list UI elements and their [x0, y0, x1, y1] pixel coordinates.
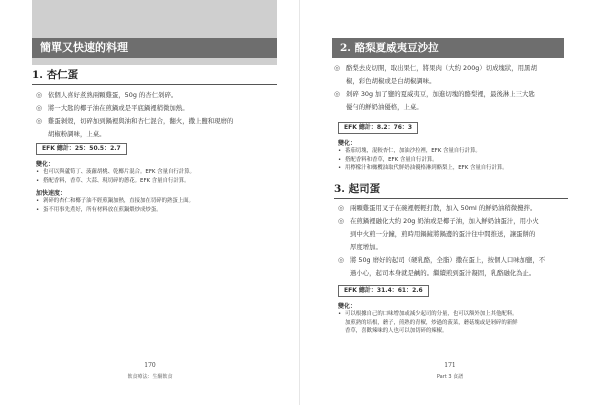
variation-heading: 變化： [36, 161, 55, 168]
variation-item: • 搭配香料，香草、大蒜、現切碎的蔥花。EFK 含量自行計算。 [36, 177, 190, 184]
speedup-item: • 蛋不用事先煮好，所有材料放在煎鍋煨炒成炒蛋。 [36, 206, 162, 213]
step-continuation: 胡椒粉調味，上桌。 [48, 130, 106, 138]
variation-list [338, 310, 574, 336]
step-continuation: 厚度增加。 [350, 243, 382, 251]
variation-item: • 可以根據自己的口味增加或減少起司的分量，也可以額外加上其他配料。 [338, 311, 518, 317]
bullet-icon: ◎ [334, 90, 341, 98]
almond-eggs-steps [36, 89, 276, 141]
step-item: ◎ 在煎鍋裡融化大約 20g 奶油或是椰子油，加入鮮奶油蛋汁，用小火 [338, 215, 574, 228]
step-item: ◎ 剁碎 30g 加了鹽的夏威夷豆，加進切塊的酪梨裡，最後淋上三大匙 [334, 88, 574, 101]
section-rule [334, 198, 568, 199]
step-item: ◎ 兩顆雞蛋用叉子在碗裡輕輕打散，加入 50ml 的鮮奶油稍微攪拌。 [338, 202, 574, 215]
bullet-icon: ◎ [36, 91, 43, 99]
step-continuation: 過小心，起司本身就是鹹的。繼續煎到蛋汁凝固，乳酪融化為止。 [350, 269, 536, 277]
running-footer: 飲食療法：生酮飲食 [127, 374, 173, 380]
avocado-salad-steps [334, 62, 574, 114]
running-footer: Part 3 食譜 [436, 374, 464, 380]
step-item: ◎ 將 50g 磨好的起司（硬乳酪，全脂）撒在蛋上，按個人口味加鹽，不 [338, 254, 574, 267]
variation-heading: 變化： [338, 140, 357, 147]
variation-list [338, 147, 574, 173]
step-item: ◎ 將一大匙的椰子油在煎鍋或是平底鍋裡稍微加熱。 [36, 102, 276, 115]
efk-total: EFK 總計：31.4：61：2.6 [338, 285, 429, 297]
step-continuation: 到中火煎一分鐘，煎時用鍋鏟將鍋邊的蛋汁往中間推送，讓蛋餅的 [350, 230, 536, 238]
bullet-icon: ◎ [36, 117, 43, 125]
efk-total: EFK 總計：25：50.5：2.7 [36, 143, 127, 155]
speedup-item: • 剝碎的杏仁和椰子油不經煎鍋加熱，直接加在切碎的熟蛋上面。 [36, 198, 194, 204]
section-title-cheese-eggs: 3. 起司蛋 [334, 183, 381, 195]
bullet-icon: ◎ [334, 64, 341, 72]
variation-continuation: 加煎熟的培根，蘑子，煎熟的青椒，炒過的菠菜，蘑菇塊或是剁碎的新鮮 [345, 319, 518, 326]
variation-item: • 番茄切塊，混較杏仁，加油沙拉裡，EFK 含量自行計算。 [338, 148, 481, 154]
section-title-almond-eggs: 1. 杏仁蛋 [32, 69, 79, 81]
variation-item: • 用檸檬汁和橄欖油取代鮮奶油優格淋到酪梨上，EFK 含量自行計算。 [338, 165, 508, 172]
step-item: ◎ 依個人喜好煮熟兩顆雞蛋，50g 的杏仁剁碎。 [36, 89, 276, 102]
speedup-heading: 加快速度： [36, 190, 67, 197]
bullet-icon: ◎ [36, 104, 43, 112]
section-title-avocado-salad: 2. 酪梨夏威夷豆沙拉 [332, 38, 564, 58]
page-number: 170 [144, 362, 156, 369]
bullet-icon: ◎ [338, 217, 345, 225]
variation-continuation: 香草，喜歡辣味的人也可以加切碎的辣椒。 [345, 328, 448, 335]
efk-total: EFK 總計：8.2：76：3 [338, 122, 418, 134]
step-continuation: 椒，彩色胡椒或是白胡椒調味。 [346, 77, 436, 85]
bullet-icon: ◎ [338, 256, 345, 264]
variation-item: • 搭配香料和香草，EFK 含量自行計算。 [338, 156, 438, 163]
chapter-title: 簡單又快速的料理 [32, 38, 277, 58]
variation-item: • 也可以與蘆筍丁、菠蘿胡桃、乾椰片混合。EFK 含量自行計算。 [36, 169, 195, 175]
variation-list [36, 168, 276, 185]
variation-heading: 變化： [338, 303, 357, 310]
cheese-eggs-steps [338, 202, 574, 280]
step-continuation: 優勻的鮮奶油優格，上桌。 [346, 103, 423, 111]
bullet-icon: ◎ [338, 204, 345, 212]
page-number: 171 [444, 362, 456, 369]
step-item: ◎ 酪梨去皮切開，取出果仁，將果肉（大約 200g）切成塊狀，用黑胡 [334, 62, 574, 75]
section-rule [32, 84, 277, 85]
step-item: ◎ 雞蛋剝殼，切碎加到鍋裡與油和杏仁混合，翻火，撒上鹽和現磨的 [36, 115, 276, 128]
speedup-list [36, 197, 276, 214]
